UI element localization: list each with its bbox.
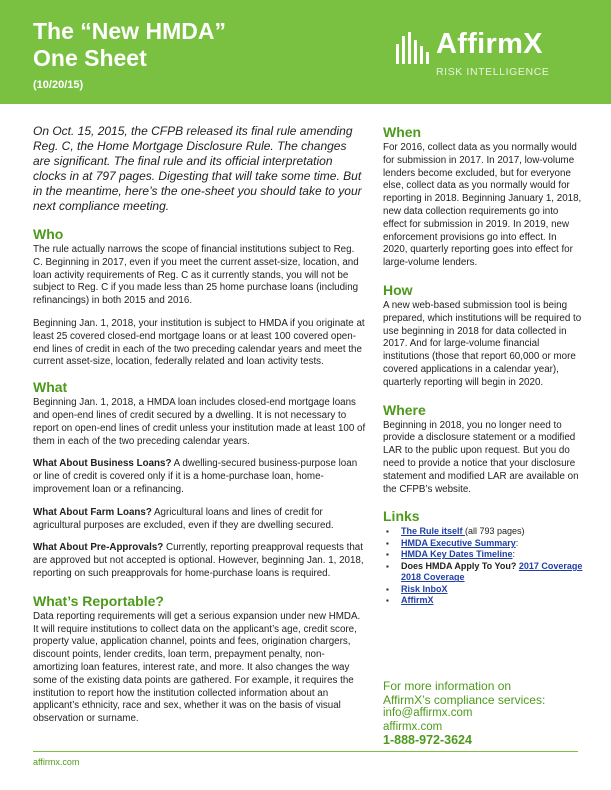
rule-itself-link[interactable]: The Rule itself <box>401 526 466 537</box>
farm-loans-paragraph <box>33 507 366 533</box>
key-dates-link[interactable]: HMDA Key Dates Timeline <box>401 549 513 560</box>
who-paragraph-2: Beginning Jan. 1, 2018, your institution is subject to HMDA if you originate at least 25 covered closed-end mortgage loans or at least 100 covered open-end lines of credit in each of the two preceding calendar years and meet the current asset-size, location, federally related and loan activity tests. <box>33 317 365 368</box>
bar-chart-icon <box>396 32 434 64</box>
apply-question-text: Does HMDA Apply To You? <box>401 560 519 571</box>
coverage-2018-link[interactable]: 2018 Coverage <box>401 572 465 583</box>
when-heading: When <box>383 124 422 140</box>
logo-name: AffirmX <box>436 28 543 60</box>
preapprovals-paragraph <box>33 542 366 580</box>
who-paragraph-1: The rule actually narrows the scope of financial institutions subject to Reg. C. Beginning in 2017, even if you meet the current asset-size, location, and loan activity requirements of Reg. C as it currently stands, you will not be subject to Reg. C if you made less than 25 home purchase loans (including refinancings) in both 2015 and 2016. <box>33 244 359 307</box>
contact-line-2: AffirmX’s compliance services: <box>383 692 546 707</box>
contact-phone: 1-888-972-3624 <box>383 733 472 747</box>
business-loans-paragraph <box>33 458 366 496</box>
what-paragraph-1: Beginning Jan. 1, 2018, a HMDA loan includes closed-end mortgage loans and open-end lines of credit secured by a dwelling. It is not necessary to report on open-end lines of credit unless your institution made at least 100 of them in each of the two preceding calendar years. <box>33 397 366 447</box>
where-paragraph: Beginning in 2018, you no longer need to provide a disclosure statement or a modified LAR to the public upon request. But you do need to provide a notice that your disclosure statement and modified LAR are available on the CFPB’s website. <box>383 419 579 495</box>
risk-inbox-link[interactable]: Risk InboX <box>401 583 448 594</box>
contact-line-1: For more information on <box>383 679 512 693</box>
business-loans-text: A dwelling-secured business-purpose loan or line of credit is covered only if it is a home-purchase loan, home-improvement loan or a refinancing. <box>33 458 358 495</box>
page-title <box>33 18 226 72</box>
business-loans-label: What About Business Loans? <box>33 458 172 470</box>
list-item <box>383 549 583 561</box>
logo-tagline: RISK INTELLIGENCE <box>436 66 550 78</box>
header-banner <box>0 0 611 104</box>
farm-loans-text: Agricultural loans and lines of credit for agricultural purposes are excluded, even if they are dwelling secured. <box>33 506 334 531</box>
rule-pages-text: (all 793 pages) <box>465 526 525 537</box>
title-line-2: One Sheet <box>33 45 147 71</box>
how-heading: How <box>383 281 413 298</box>
affirmx-logo <box>390 26 590 86</box>
affirmx-link[interactable]: AffirmX <box>401 595 434 606</box>
contact-email[interactable]: info@affirmx.com <box>383 707 473 719</box>
title-line-1: The “New HMDA” <box>33 18 226 44</box>
executive-summary-link[interactable]: HMDA Executive Summary <box>401 537 516 548</box>
preapprovals-label: What About Pre-Approvals? <box>33 542 164 554</box>
links-list <box>383 526 583 607</box>
where-heading: Where <box>383 401 426 418</box>
farm-loans-label: What About Farm Loans? <box>33 506 152 518</box>
contact-website[interactable]: affirmx.com <box>383 720 443 733</box>
list-item <box>383 584 583 596</box>
list-item <box>383 538 583 550</box>
footer-site[interactable]: affirmx.com <box>33 757 80 767</box>
colon-text: : <box>512 549 516 560</box>
coverage-2017-link[interactable]: 2017 Coverage <box>518 560 583 571</box>
list-item <box>383 595 583 607</box>
intro-paragraph: On Oct. 15, 2015, the CFPB released its final rule amending Reg. C, the Home Mortgage Disclosure Rule. The changes are significant. The final rule and its official interpretation clocks in at 797 pages. Digesting that will take some time. But in the meantime, here’s the one-sheet you should take to your next compliance meeting. <box>33 124 362 213</box>
links-heading: Links <box>383 508 420 525</box>
how-paragraph: A new web-based submission tool is being prepared, which institutions will be required to use beginning in 2018 for data collected in 2017. And for large-volume financial institutions (those that report 60,000 or more covered applications in a calendar year), quarterly reporting will begin in 2020. <box>383 299 582 388</box>
reportable-paragraph: Data reporting requirements will get a serious expansion under new HMDA. It will require institutions to collect data on the applicant’s age, credit score, property value, application channel, points and fees, origination chargers, discount points, lender credits, loan term, prepayment penalty, non-amortizing loan features, interest rate, and more. It also changes the way some of the existing data points are gathered. For example, it requires the institution to report how the institution collected information about an applicant’s ethnicity, race and sex, whether it was on the basis of visual observation or surname. <box>33 610 361 725</box>
right-column <box>383 124 583 607</box>
when-paragraph: For 2016, collect data as you normally would for submission in 2017. In 2017, low-volume lenders become excluded, but for everyone else, collect data as you normally would for reporting in 2018. Beginning January 1, 2018, new data collection requirements go into effect for submission in 2019. In 2019, new enforcement provisions go into effect. In 2020, quarterly reporting goes into effect for large-volume lenders. <box>383 142 582 269</box>
who-heading: Who <box>33 226 64 242</box>
colon-text: : <box>515 537 519 548</box>
left-column <box>33 124 366 736</box>
preapprovals-text: Currently, reporting preapproval requests that are approved but not accepted is optional. However, beginning Jan. 1, 2018, reporting on such preapprovals for home-purchase loans is required. <box>33 542 364 579</box>
reportable-heading: What’s Reportable? <box>33 592 164 609</box>
footer-divider <box>33 751 578 752</box>
list-item <box>383 526 583 538</box>
contact-block <box>383 680 593 748</box>
list-item <box>383 561 583 584</box>
what-heading: What <box>33 379 68 396</box>
publication-date: (10/20/15) <box>33 79 84 91</box>
